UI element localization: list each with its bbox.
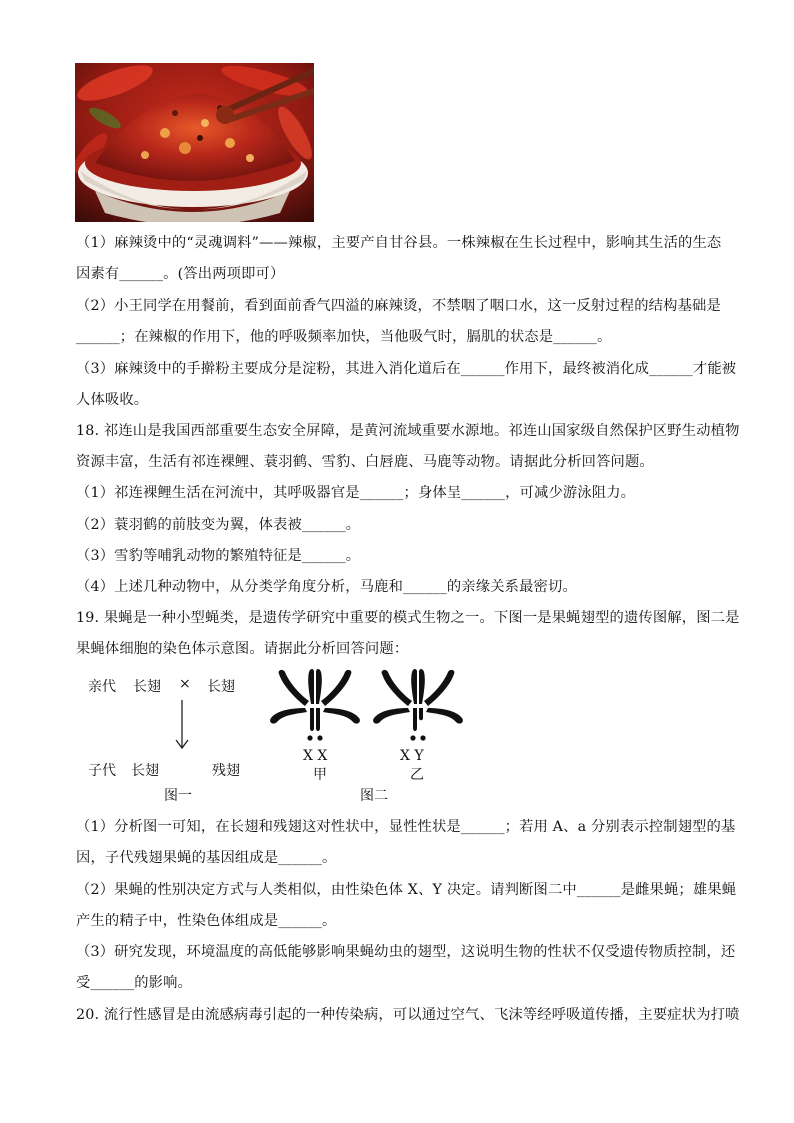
chili-food-photo <box>75 63 314 222</box>
fig1-offspring-label: 子代 <box>88 763 116 779</box>
q19-stem-line2: 果蝇体细胞的染色体示意图。请据此分析回答问题： <box>76 641 409 657</box>
q17-item1-line2: 因素有______。(答出两项即可） <box>76 266 285 282</box>
q18-item2: （2）蓑羽鹤的前肢变为翼，体表被______。 <box>76 517 361 533</box>
fig1-cross-symbol: × <box>179 676 191 692</box>
q18-item1: （1）祁连裸鲤生活在河流中，其呼吸器官是______；身体呈______，可减少游泳阻力。 <box>76 485 636 501</box>
fig2-chromosomes-jia-icon <box>267 668 363 746</box>
q19-item3-line1: （3）研究发现，环境温度的高低能够影响果蝇幼虫的翅型，这说明生物的性状不仅受遗传物质控制，还 <box>76 944 736 960</box>
fig1-offspring-left: 长翅 <box>131 763 159 779</box>
q19-item2-line1: （2）果蝇的性别决定方式与人类相似，由性染色体 X、Y 决定。请判断图二中______是雌果蝇；雄果蝇 <box>76 882 737 898</box>
q18-item4: （4）上述几种动物中，从分类学角度分析，马鹿和______的亲缘关系最密切。 <box>76 579 577 595</box>
fig1-parent-right: 长翅 <box>207 679 235 695</box>
q20-stem-line1: 20. 流行性感冒是由流感病毒引起的一种传染病，可以通过空气、飞沫等经呼吸道传播，主要症状为打喷 <box>76 1007 740 1023</box>
q17-item2-line2: ______；在辣椒的作用下，他的呼吸频率加快，当他吸气时，膈肌的状态是______。 <box>76 329 612 345</box>
q19-item1-line2: 因，子代残翅果蝇的基因组成是______。 <box>76 850 337 866</box>
q19-stem-line1: 19. 果蝇是一种小型蝇类，是遗传学研究中重要的模式生物之一。下图一是果蝇翅型的遗传图解，图二是 <box>76 610 740 626</box>
q17-item2-line1: （2）小王同学在用餐前，看到面前香气四溢的麻辣烫，不禁咽了咽口水，这一反射过程的结构基础是 <box>76 298 721 314</box>
q18-stem-line2: 资源丰富，生活有祁连裸鲤、蓑羽鹤、雪豹、白唇鹿、马鹿等动物。请据此分析回答问题。 <box>76 454 654 470</box>
q17-item3-line1: （3）麻辣烫中的手擀粉主要成分是淀粉，其进入消化道后在______作用下，最终被消化成______才能被 <box>76 361 737 377</box>
q17-item1-line1: （1）麻辣烫中的“灵魂调料”——辣椒，主要产自甘谷县。一株辣椒在生长过程中，影响其生活的生态 <box>76 235 722 251</box>
fig2-jia-chromosomes: X X <box>303 748 328 764</box>
fig1-parent-label: 亲代 <box>88 679 116 695</box>
q18-stem-line1: 18. 祁连山是我国西部重要生态安全屏障，是黄河流域重要水源地。祁连山国家级自然保护区野生动植物 <box>76 423 740 439</box>
fig1-arrow-icon <box>172 698 192 752</box>
fig2-chromosomes-yi-icon <box>370 668 466 746</box>
fig1-caption: 图一 <box>164 788 192 804</box>
fig1-offspring-right: 残翅 <box>212 763 240 779</box>
fig2-caption: 图二 <box>360 788 388 804</box>
q17-item3-line2: 人体吸收。 <box>76 392 149 408</box>
fig2-jia-name: 甲 <box>313 767 327 783</box>
fig1-parent-left: 长翅 <box>133 679 161 695</box>
q19-item3-line2: 受______的影响。 <box>76 975 193 991</box>
fig2-yi-name: 乙 <box>410 767 424 783</box>
q19-item1-line1: （1）分析图一可知，在长翅和残翅这对性状中，显性性状是______；若用 A、a 分别表示控制翅型的基 <box>76 819 736 835</box>
q19-item2-line2: 产生的精子中，性染色体组成是______。 <box>76 913 337 929</box>
q18-item3: （3）雪豹等哺乳动物的繁殖特征是______。 <box>76 548 361 564</box>
fig2-yi-chromosomes: X Y <box>400 748 424 764</box>
